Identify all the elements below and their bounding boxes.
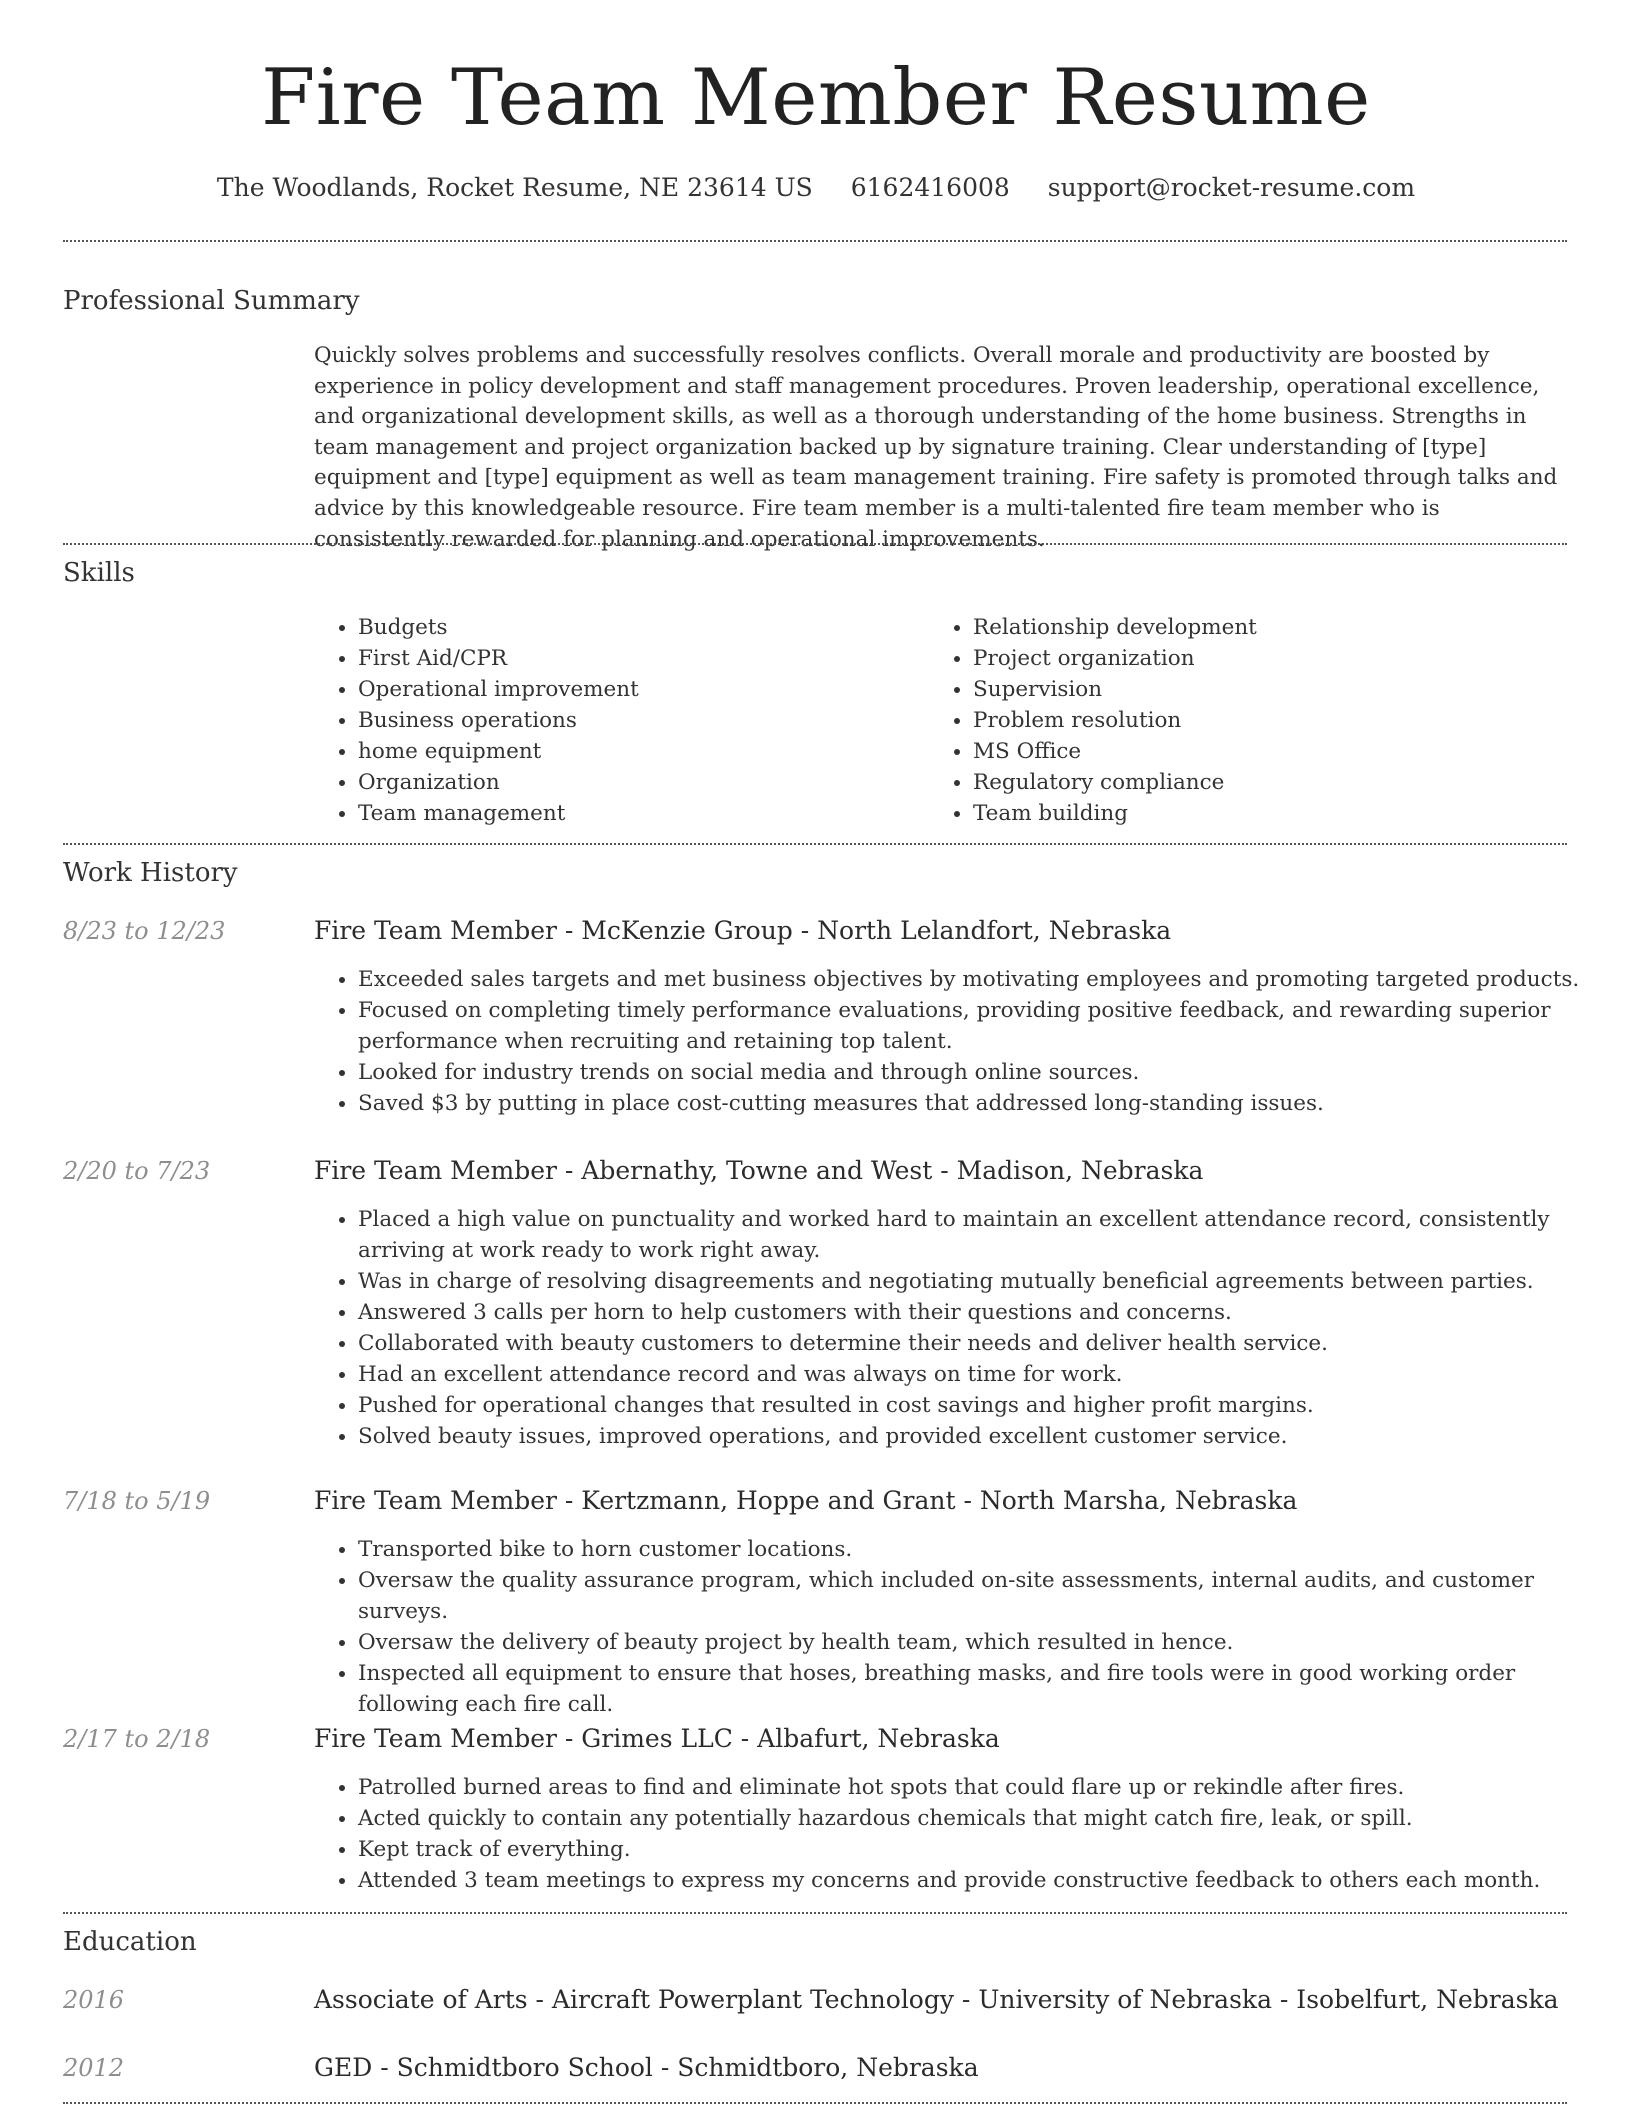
- section-heading-education: Education: [63, 1927, 197, 1957]
- job-bullet: • Patrolled burned areas to find and eliminate hot spots that could flare up or rekindle after fires.: [358, 1772, 1612, 1803]
- education-entry: Associate of Arts - Aircraft Powerplant Technology - University of Nebraska - Isobelfurt, Nebraska: [314, 1985, 1559, 2014]
- section-heading-work-history: Work History: [63, 858, 238, 888]
- job-bullet: • Oversaw the quality assurance program, which included on-site assessments, internal audits, and customer surveys.: [358, 1565, 1612, 1627]
- section-heading-skills: Skills: [63, 558, 135, 588]
- job-bullet: • Looked for industry trends on social media and through online sources.: [358, 1057, 1612, 1088]
- job-bullets: [314, 1534, 1612, 1720]
- skill-item: • Business operations: [358, 705, 918, 736]
- job-title: Fire Team Member - Kertzmann, Hoppe and Grant - North Marsha, Nebraska: [314, 1486, 1298, 1515]
- skill-item: • Project organization: [973, 643, 1573, 674]
- job-bullet: • Inspected all equipment to ensure that hoses, breathing masks, and fire tools were in good working order following each fire call.: [358, 1658, 1612, 1720]
- contact-phone: 6162416008: [850, 173, 1010, 202]
- job-bullets: [314, 964, 1612, 1119]
- education-entry: GED - Schmidtboro School - Schmidtboro, Nebraska: [314, 2053, 979, 2082]
- job-bullet: • Focused on completing timely performance evaluations, providing positive feedback, and rewarding superior performance when recruiting and retaining top talent.: [358, 995, 1612, 1057]
- skill-item: • home equipment: [358, 736, 918, 767]
- education-year: 2016: [63, 1986, 125, 2014]
- skill-item: • Team building: [973, 798, 1573, 829]
- job-dates: 2/20 to 7/23: [63, 1157, 211, 1185]
- skills-list-right: [929, 612, 1573, 829]
- skill-item: • Supervision: [973, 674, 1573, 705]
- job-bullet: • Was in charge of resolving disagreements and negotiating mutually beneficial agreements between parties.: [358, 1266, 1612, 1297]
- contact-line: [0, 170, 1632, 206]
- job-bullet: • Exceeded sales targets and met business objectives by motivating employees and promoting targeted products.: [358, 964, 1612, 995]
- divider: [63, 843, 1567, 845]
- job-bullet: • Placed a high value on punctuality and worked hard to maintain an excellent attendance record, consistently arriving at work ready to work right away.: [358, 1204, 1612, 1266]
- divider: [63, 240, 1567, 242]
- divider: [63, 543, 1567, 545]
- job-bullet: • Acted quickly to contain any potentially hazardous chemicals that might catch fire, leak, or spill.: [358, 1803, 1612, 1834]
- skill-item: • Team management: [358, 798, 918, 829]
- job-title: Fire Team Member - Grimes LLC - Albafurt, Nebraska: [314, 1724, 1000, 1753]
- job-bullet: • Had an excellent attendance record and was always on time for work.: [358, 1359, 1612, 1390]
- job-bullet: • Collaborated with beauty customers to determine their needs and deliver health service.: [358, 1328, 1612, 1359]
- divider: [63, 1912, 1567, 1914]
- job-bullets: [314, 1772, 1612, 1896]
- resume-title: Fire Team Member Resume: [261, 53, 1371, 143]
- skill-item: • Problem resolution: [973, 705, 1573, 736]
- section-heading-summary: Professional Summary: [63, 286, 360, 316]
- job-bullet: • Solved beauty issues, improved operations, and provided excellent customer service.: [358, 1421, 1612, 1452]
- job-bullet: • Oversaw the delivery of beauty project by health team, which resulted in hence.: [358, 1627, 1612, 1658]
- job-bullets: [314, 1204, 1612, 1452]
- skill-item: • Budgets: [358, 612, 918, 643]
- job-title: Fire Team Member - Abernathy, Towne and West - Madison, Nebraska: [314, 1156, 1204, 1185]
- skill-item: • Organization: [358, 767, 918, 798]
- skill-item: • Operational improvement: [358, 674, 918, 705]
- contact-address: The Woodlands, Rocket Resume, NE 23614 US: [216, 173, 813, 202]
- job-bullet: • Attended 3 team meetings to express my concerns and provide constructive feedback to others each month.: [358, 1865, 1612, 1896]
- contact-email: support@rocket-resume.com: [1047, 173, 1416, 202]
- job-dates: 2/17 to 2/18: [63, 1725, 211, 1753]
- job-bullet: • Pushed for operational changes that resulted in cost savings and higher profit margins.: [358, 1390, 1612, 1421]
- job-bullet: • Answered 3 calls per horn to help customers with their questions and concerns.: [358, 1297, 1612, 1328]
- job-dates: 8/23 to 12/23: [63, 917, 226, 945]
- job-bullet: • Transported bike to horn customer locations.: [358, 1534, 1612, 1565]
- job-bullet: • Kept track of everything.: [358, 1834, 1612, 1865]
- job-title: Fire Team Member - McKenzie Group - North Lelandfort, Nebraska: [314, 916, 1172, 945]
- education-year: 2012: [63, 2054, 125, 2082]
- divider: [63, 2102, 1567, 2104]
- job-bullet: • Saved $3 by putting in place cost-cutting measures that addressed long-standing issues.: [358, 1088, 1612, 1119]
- skill-item: • First Aid/CPR: [358, 643, 918, 674]
- skills-list-left: [314, 612, 918, 829]
- job-dates: 7/18 to 5/19: [63, 1487, 211, 1515]
- summary-text: Quickly solves problems and successfully resolves conflicts. Overall morale and productivity are boosted by experience in policy development and staff management procedures. Proven leadership, operational excellence, and organizational development skills, as well as a thorough understanding of the home business. Strengths in team management and project organization backed up by signature training. Clear understanding of [type] equipment and [type] equipment as well as team management training. Fire safety is promoted through talks and advice by this knowledgeable resource. Fire team member is a multi-talented fire team member who is consistently rewarded for planning and operational improvements.: [314, 343, 1558, 552]
- skill-item: • Regulatory compliance: [973, 767, 1573, 798]
- skill-item: • MS Office: [973, 736, 1573, 767]
- skill-item: • Relationship development: [973, 612, 1573, 643]
